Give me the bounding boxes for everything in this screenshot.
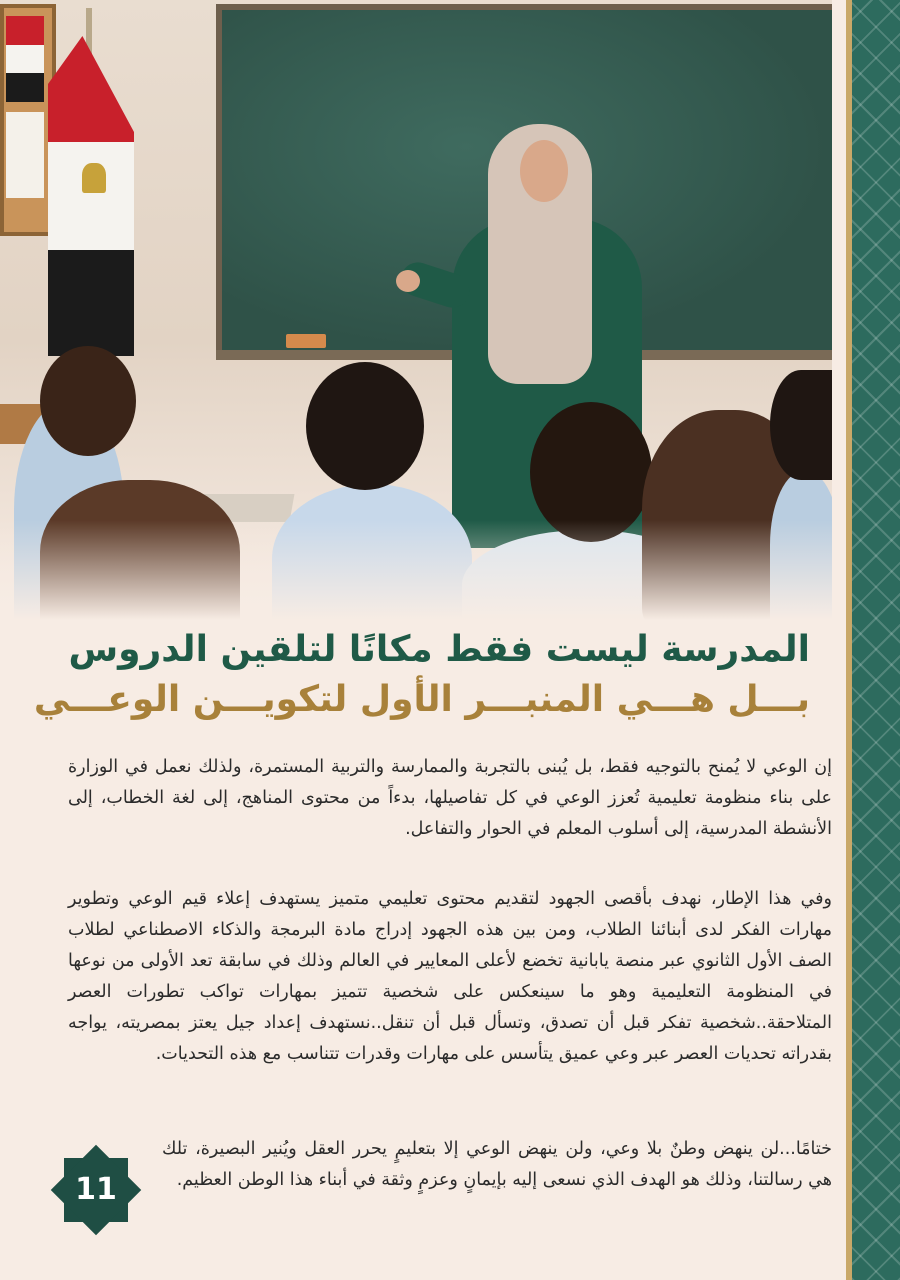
student-head (40, 346, 136, 456)
closing-paragraph: ختامًا...لن ينهض وطنٌ بلا وعي، ولن ينهض الوعي إلا بتعليمٍ يحرر العقل ويُنير البصيرة، تلك هي رسالتنا، وذلك هو الهدف الذي نسعى إليه بإيمانٍ وعزمٍ وثقة في أبناء هذا الوطن العظيم. (162, 1139, 832, 1190)
student-head (306, 362, 424, 490)
teacher-hand (396, 270, 420, 292)
page-number: 11 (75, 1172, 117, 1207)
teacher-face (520, 140, 568, 202)
classroom-photo (0, 0, 832, 620)
photo-fade-overlay (0, 520, 832, 620)
board-eraser (286, 334, 326, 348)
headline-line-1: المدرسة ليست فقط مكانًا لتلقين الدروس (68, 629, 810, 670)
student-head (770, 370, 832, 480)
page-number-badge (52, 1146, 140, 1234)
corkboard (0, 4, 56, 236)
eagle-emblem-icon (82, 163, 106, 193)
gold-border-strip (846, 0, 852, 1280)
small-flag-poster (6, 16, 44, 102)
body-paragraph: إن الوعي لا يُمنح بالتوجيه فقط، بل يُبنى بالتجربة والممارسة والتربية المستمرة، ولذلك نعمل في الوزارة على بناء منظومة تعليمية تُعزز الوعي في كل تفاصيلها، بدءاً من محتوى المناهج، إلى لغة الخطاب، إلى الأنشطة المدرسية، إلى أسلوب المعلم في الحوار والتفاعل. (68, 757, 832, 839)
decorative-border-pattern (852, 0, 900, 1280)
paper-notice (6, 112, 44, 198)
body-paragraph: وفي هذا الإطار، نهدف بأقصى الجهود لتقديم محتوى تعليمي متميز يستهدف إعلاء قيم الوعي وتطوير مهارات الفكر لدى أبنائنا الطلاب، ومن بين هذه الجهود إدراج مادة البرمجة والذكاء الاصطناعي لطلاب الصف الأول الثانوي عبر منصة يابانية تخضع لأعلى المعايير في العالم وذلك في سابقة تعد الأولى من نوعها في المنظومة التعليمية وهو ما سينعكس على شخصية تتميز بمهارات تواكب تطورات العصر المتلاحقة..شخصية تفكر قبل أن تصدق، وتسأل قبل أن تنقل..نستهدف إعداد جيل يعتز بمصريته، يواجه بقدراته تحديات العصر عبر وعي عميق يتأسس على مهارات وقدرات تتناسب مع هذه التحديات. (68, 889, 832, 1064)
headline-line-2: بـــل هـــي المنبـــر الأول لتكويـــن الوعـــي (33, 679, 810, 720)
egypt-flag (48, 36, 134, 356)
